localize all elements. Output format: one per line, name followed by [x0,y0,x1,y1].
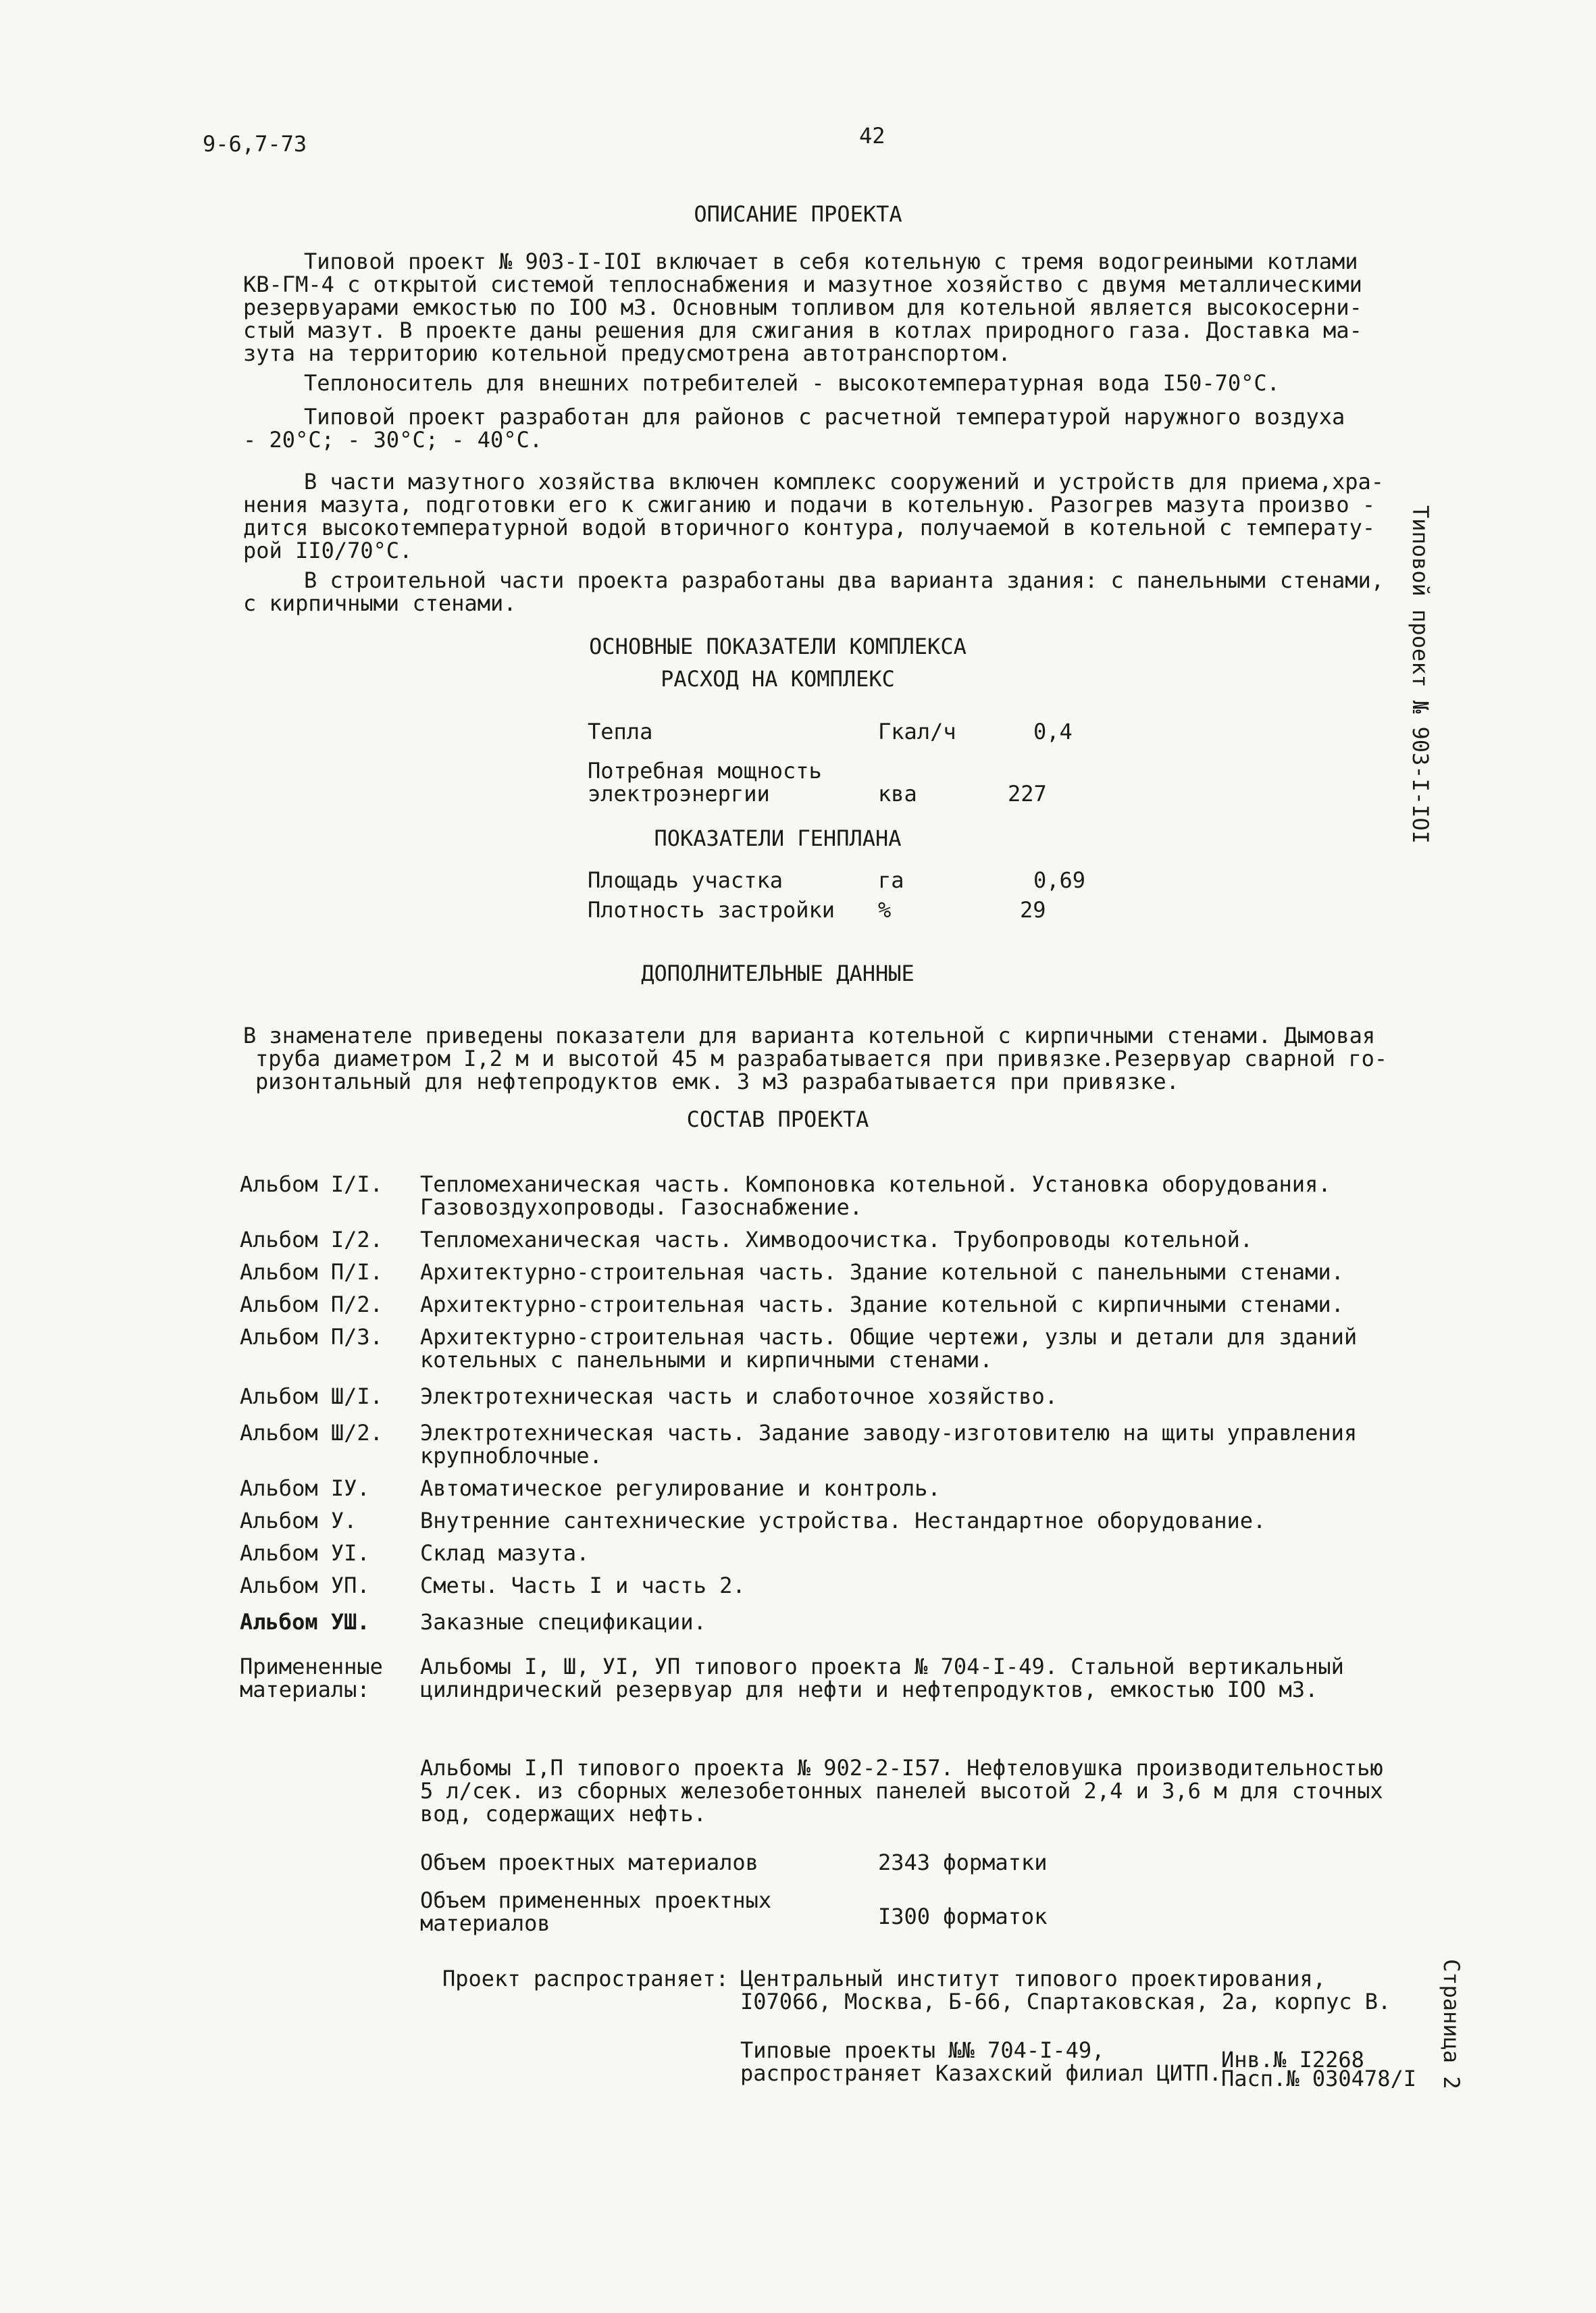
genplan-heading: ПОКАЗАТЕЛИ ГЕНПЛАНА [654,825,902,851]
inventory-number: Инв.№ I2268 [1221,2047,1364,2073]
applied-materials-2-text: Альбомы I,П типового проекта № 902-2-I57. Нефтеловушка производительностью [420,1755,1383,1781]
page-title: ОПИСАНИЕ ПРОЕКТА [694,201,902,227]
volume-project-value: 2343 форматки [878,1850,1048,1875]
distribution-note-1: Типовые проекты №№ 704-I-49, [740,2037,1105,2063]
album-label: Альбом П/2. [240,1292,383,1317]
applied-materials-label: Примененные [240,1654,383,1679]
site-area-unit: га [878,867,904,893]
intro-paragraph-5: В строительной части проекта разработаны два варианта здания: с панельными стенами, с кирпичными стенами. [243,567,1385,616]
album-text: Электротехническая часть. Задание заводу-изготовителю на щиты управления [420,1420,1358,1446]
additional-heading: ДОПОЛНИТЕЛЬНЫЕ ДАННЫЕ [641,961,915,986]
passport-number: Пасп.№ 030478/I [1221,2066,1416,2091]
album-label: Альбом Ш/2. [240,1420,383,1446]
album-text: Внутренние сантехнические устройства. Нестандартное оборудование. [420,1508,1266,1533]
intro-paragraph-2: Теплоноситель для внешних потребителей - высокотемпературная вода I50-70°С. [304,370,1280,396]
distribution-address: I07066, Москва, Б-66, Спартаковская, 2а, корпус В. [740,1989,1391,2014]
distribution-label: Проект распространяет: [442,1966,729,1991]
document-code: 9-6,7-73 [203,131,307,157]
album-text: Архитектурно-строительная часть. Здание котельной с панельными стенами. [420,1259,1344,1285]
album-text: Архитектурно-строительная часть. Общие чертежи, узлы и детали для зданий [420,1324,1358,1350]
composition-heading: СОСТАВ ПРОЕКТА [686,1107,869,1132]
applied-materials-2-text: вод, содержащих нефть. [420,1801,706,1827]
density-unit: % [878,897,892,923]
page-number: 42 [859,123,885,149]
album-text: Тепломеханическая часть. Химводоочистка. Трубопроводы котельной. [420,1227,1253,1252]
heat-value: 0,4 [1033,719,1073,744]
album-text: Заказные спецификации. [420,1609,706,1635]
applied-materials-2-text: 5 л/сек. из сборных железобетонных панелей высотой 2,4 и 3,6 м для сточных [420,1778,1383,1804]
album-label: Альбом УШ. [240,1609,370,1635]
album-label: Альбом Ш/I. [240,1383,383,1409]
album-label: Альбом УП. [240,1573,370,1598]
consumption-heading: РАСХОД НА КОМПЛЕКС [661,666,895,692]
intro-paragraph-1: Типовой проект № 903-I-IOI включает в себя котельную с тремя водогреиными котлами КВ-ГМ-4 с открытой системой теплоснабжения и мазутное хозяйство с двумя металлическими резервуарами емкостью по IOO м3. Основным топливом для котельной является высокосерни- стый мазут. В проекте даны решения для сжигания в котлах природного газа. Доставка ма- зута на территорию котельной предусмотрена автотранспортом. [243,249,1362,366]
album-label: Альбом П/3. [240,1324,383,1350]
power-value: 227 [1008,781,1047,807]
intro-paragraph-3: Типовой проект разработан для районов с расчетной температурой наружного воздуха - 20°С; - 30°С; - 40°С. [243,404,1345,453]
album-text: Сметы. Часть I и часть 2. [420,1573,746,1598]
indicators-heading: ОСНОВНЫЕ ПОКАЗАТЕЛИ КОМПЛЕКСА [589,634,967,659]
applied-materials-text: Альбомы I, Ш, УI, УП типового проекта № 704-I-49. Стальной вертикальный [420,1654,1344,1679]
album-text: крупноблочные. [420,1443,602,1469]
volume-applied-label: Объем примененных проектных [420,1887,772,1913]
distribution-org: Центральный институт типового проектирования, [740,1966,1326,1991]
distribution-note-2: распространяет Казахский филиал ЦИТП. [740,2060,1222,2086]
album-text: Склад мазута. [420,1540,590,1566]
side-page-label: Страница 2 [1439,1959,1464,2089]
album-text: Автоматическое регулирование и контроль. [420,1475,941,1501]
album-text: котельных с панельными и кирпичными стенами. [420,1347,993,1373]
album-label: Альбом I/2. [240,1227,383,1252]
side-project-number: Типовой проект № 903-I-IOI [1408,505,1433,844]
heat-label: Тепла [588,719,653,744]
album-text: Электротехническая часть и слаботочное хозяйство. [420,1383,1058,1409]
album-label: Альбом У. [240,1508,357,1533]
album-text: Архитектурно-строительная часть. Здание котельной с кирпичными стенами. [420,1292,1344,1317]
album-label: Альбом УI. [240,1540,370,1566]
album-text: Газовоздухопроводы. Газоснабжение. [420,1194,863,1220]
volume-applied-value: I300 форматок [878,1904,1048,1929]
album-label: Альбом IУ. [240,1475,370,1501]
applied-materials-label-2: материалы: [240,1677,370,1702]
intro-paragraph-4: В части мазутного хозяйства включен комплекс сооружений и устройств для приема,хра- нения мазута, подготовки его к сжиганию и подачи в котельную. Разогрев мазута произво - дится высокотемпературной водой вторичного контура, получаемой в котельной с температу- рой II0/70°С. [243,469,1385,563]
site-area-value: 0,69 [1033,867,1086,893]
power-label-2: электроэнергии [588,781,770,807]
power-label: Потребная мощность [588,758,822,784]
heat-unit: Гкал/ч [878,719,956,744]
volume-applied-label-2: материалов [420,1910,550,1936]
power-unit: ква [878,781,917,807]
album-text: Тепломеханическая часть. Компоновка котельной. Установка оборудования. [420,1171,1331,1197]
density-value: 29 [1020,897,1046,923]
additional-paragraph: В знаменателе приведены показатели для варианта котельной с кирпичными стенами. Дымовая труба диаметром I,2 м и высотой 45 м разрабатывается при привязке.Резервуар сварной го- ризонтальный для нефтепродуктов емк. 3 м3 разрабатывается при привязке. [243,1023,1388,1094]
density-label: Плотность застройки [588,897,835,923]
album-label: Альбом I/I. [240,1171,383,1197]
album-label: Альбом П/I. [240,1259,383,1285]
site-area-label: Площадь участка [588,867,783,893]
applied-materials-text-2: цилиндрический резервуар для нефти и нефтепродуктов, емкостью IOO м3. [420,1677,1318,1702]
volume-project-label: Объем проектных материалов [420,1850,758,1875]
